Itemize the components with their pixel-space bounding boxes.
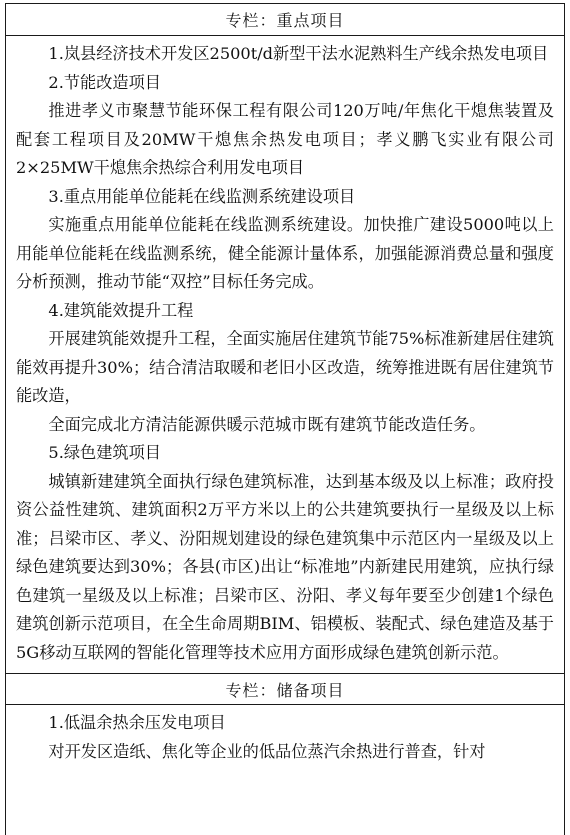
- paragraph: 对开发区造纸、焦化等企业的低品位蒸汽余热进行普查，针对: [48, 742, 486, 761]
- paragraph: 城镇新建建筑全面执行绿色建筑标准，达到基本级及以上标准；政府投资公益性建筑、建筑面积2万平方米以上的公共建筑要执行一星级及以上标准；吕梁市区、孝义、汾阳规划建设的绿色建筑集中示范区内一星级及以上绿色建筑要达到30%；各县(市区)出让“标准地”内新建民用建筑，应执行绿色建筑一星级及以上标准；吕梁市区、汾阳、孝义每年要至少创建1个绿色建筑创新示范项目，在全生命周期BIM、铝模板、装配式、绿色建造及基于5G移动互联网的智能化管理等技术应用方面形成绿色建筑创新示范。: [16, 471, 554, 662]
- paragraph: 1.岚县经济技术开发区2500t/d新型干法水泥熟料生产线余热发电项目: [48, 44, 549, 63]
- paragraph: 4.建筑能效提升工程: [48, 300, 194, 320]
- key-projects-body: [6, 36, 564, 673]
- column-box: [5, 3, 565, 835]
- reserve-projects-header: 专栏：储备项目: [6, 673, 564, 705]
- paragraph: 5.绿色建筑项目: [48, 443, 161, 462]
- paragraph: 2.节能改造项目: [48, 72, 161, 92]
- key-projects-header: 专栏：重点项目: [6, 4, 564, 36]
- paragraph: 开展建筑能效提升工程，全面实施居住建筑节能75%标准新建居住建筑能效再提升30%；结合清洁取暖和老旧小区改造，统筹推进既有居住建筑节能改造，: [16, 329, 554, 405]
- paragraph: 推进孝义市聚慧节能环保工程有限公司120万吨/年焦化干熄焦装置及配套工程项目及20MW干熄焦余热发电项目；孝义鹏飞实业有限公司2×25MW干熄焦余热综合利用发电项目: [16, 101, 554, 177]
- paragraph: 实施重点用能单位能耗在线监测系统建设。加快推广建设5000吨以上用能单位能耗在线监测系统，健全能源计量体系，加强能源消费总量和强度分析预测，推动节能“双控”目标任务完成。: [16, 215, 554, 291]
- paragraph: 3.重点用能单位能耗在线监测系统建设项目: [48, 186, 356, 206]
- reserve-projects-body: [6, 705, 564, 766]
- paragraph: 1.低温余热余压发电项目: [48, 713, 226, 732]
- paragraph: 全面完成北方清洁能源供暖示范城市既有建筑节能改造任务。: [48, 414, 486, 434]
